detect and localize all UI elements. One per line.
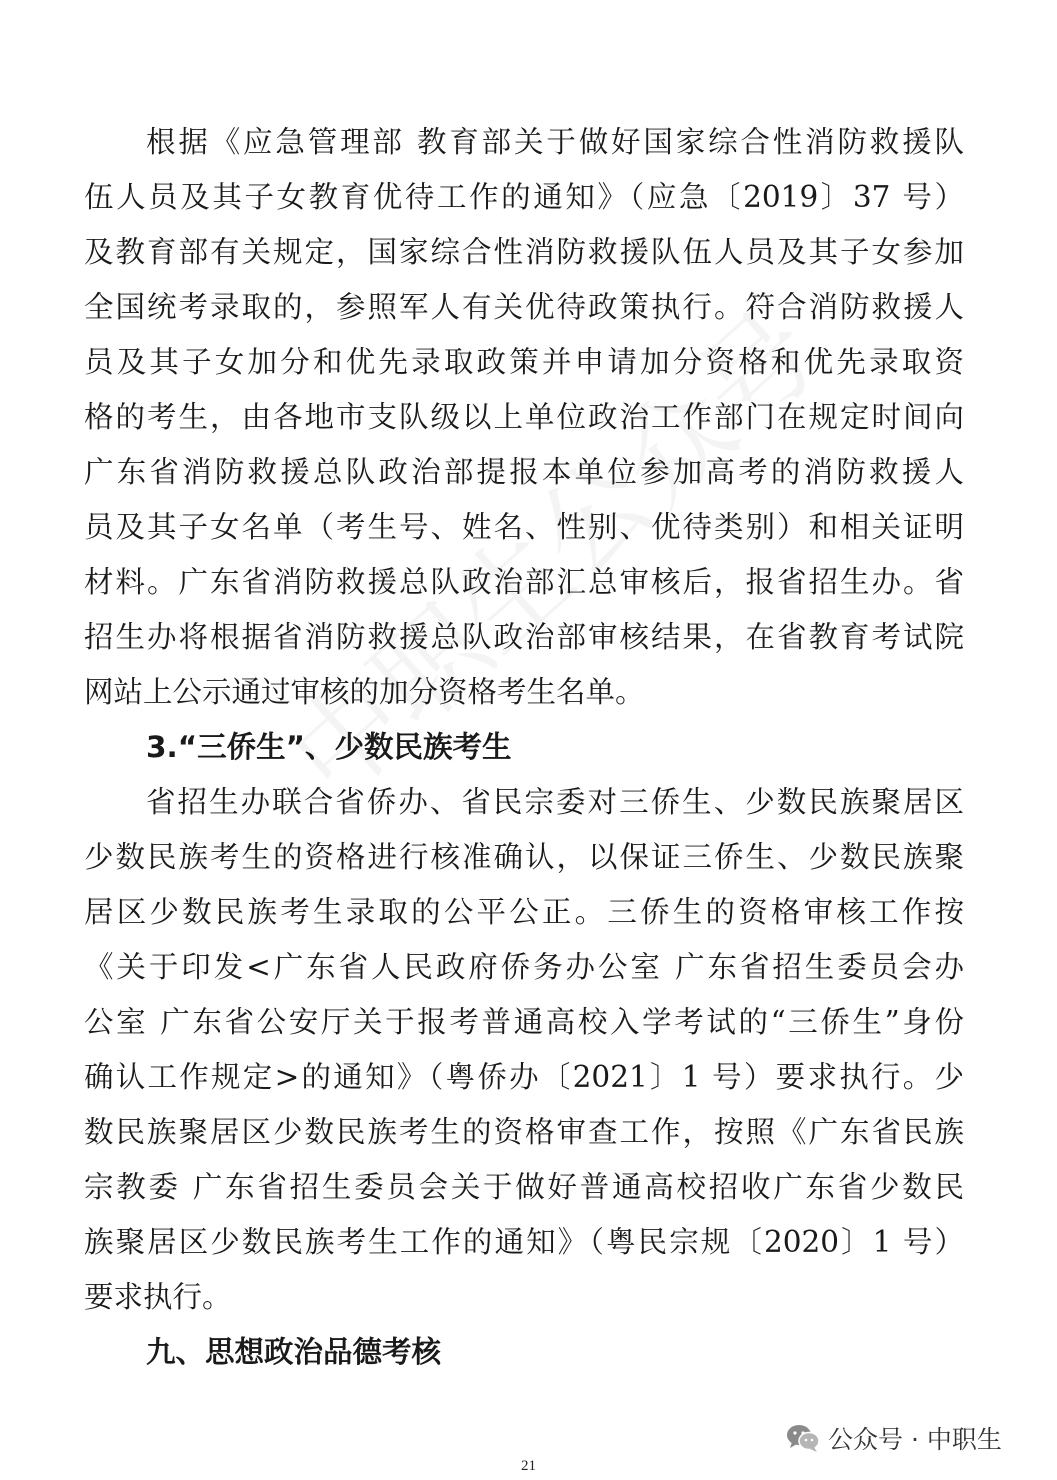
footer-brand — [786, 1420, 1002, 1456]
footer-brand-label: 公众号 · 中职生 — [828, 1425, 1002, 1454]
paragraph-line: 宗教委 广东省招生委员会关于做好普通高校招收广东省少数民 — [84, 1170, 964, 1204]
paragraph-line: 材料。广东省消防救援总队政治部汇总审核后，报省招生办。省 — [84, 565, 964, 599]
paragraph-line: 少数民族考生的资格进行核准确认，以保证三侨生、少数民族聚 — [84, 840, 964, 874]
paragraph-line: 确认工作规定>的通知》（粤侨办〔2021〕1 号）要求执行。少 — [84, 1060, 964, 1094]
paragraph-line: 员及其子女名单（考生号、姓名、性别、优待类别）和相关证明 — [84, 510, 964, 544]
paragraph-line: 员及其子女加分和优先录取政策并申请加分资格和优先录取资 — [84, 345, 964, 379]
paragraph-line: 公室 广东省公安厅关于报考普通高校入学考试的“三侨生”身份 — [84, 1005, 964, 1039]
section-heading: 九、思想政治品德考核 — [146, 1335, 442, 1369]
paragraph-line: 网站上公示通过审核的加分资格考生名单。 — [84, 675, 645, 709]
paragraph-line: 数民族聚居区少数民族考生的资格审查工作，按照《广东省民族 — [84, 1115, 964, 1149]
section-heading: 3.“三侨生”、少数民族考生 — [146, 730, 512, 764]
paragraph-line: 《关于印发<广东省人民政府侨务办公室 广东省招生委员会办 — [84, 950, 964, 984]
paragraph-line: 居区少数民族考生录取的公平公正。三侨生的资格审核工作按 — [84, 895, 964, 929]
paragraph-line: 族聚居区少数民族考生工作的通知》（粤民宗规〔2020〕1 号） — [84, 1225, 964, 1259]
wechat-icon — [786, 1423, 820, 1453]
paragraph-line: 伍人员及其子女教育优待工作的通知》（应急〔2019〕37 号） — [84, 180, 964, 214]
paragraph-line: 及教育部有关规定，国家综合性消防救援队伍人员及其子女参加 — [84, 235, 964, 269]
paragraph-line: 招生办将根据省消防救援总队政治部审核结果，在省教育考试院 — [84, 620, 964, 654]
paragraph-line: 全国统考录取的，参照军人有关优待政策执行。符合消防救援人 — [84, 290, 964, 324]
page-number: 21 — [521, 1458, 536, 1474]
paragraph-line: 省招生办联合省侨办、省民宗委对三侨生、少数民族聚居区 — [146, 785, 964, 819]
paragraph-line: 要求执行。 — [84, 1280, 232, 1314]
paragraph-line: 根据《应急管理部 教育部关于做好国家综合性消防救援队 — [146, 125, 964, 159]
paragraph-line: 广东省消防救援总队政治部提报本单位参加高考的消防救援人 — [84, 455, 964, 489]
paragraph-line: 格的考生，由各地市支队级以上单位政治工作部门在规定时间向 — [84, 400, 964, 434]
